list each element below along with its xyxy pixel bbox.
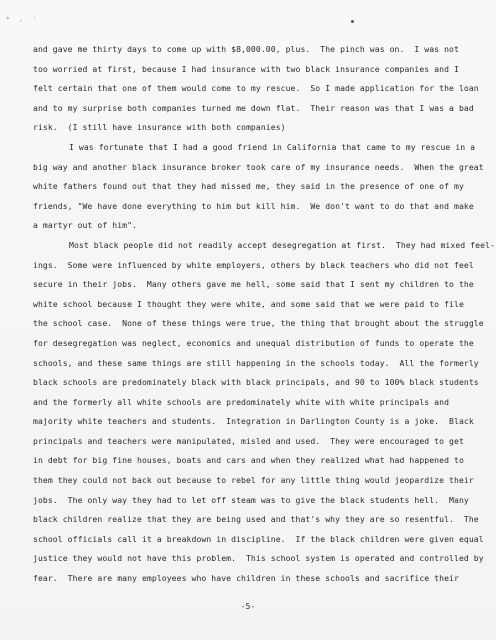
page-number: -5- xyxy=(240,601,256,611)
text-line: school officials call it a breakdown in discipline. If the black children were given equal xyxy=(33,533,484,544)
text-line: risk. (I still have insurance with both companies) xyxy=(33,122,286,133)
text-line: too worried at first, because I had insurance with two black insurance companies and I xyxy=(33,63,459,74)
text-line: black schools are predominately black with black principals, and 90 to 100% black students xyxy=(33,377,479,388)
text-line: principals and teachers were manipulated, misled and used. They were encouraged to get xyxy=(33,435,464,446)
text-line: the school case. None of these things were true, the thing that brought about the struggle xyxy=(33,318,484,329)
text-line: big way and another black insurance broker took care of my insurance needs. When the great xyxy=(33,161,484,172)
text-line: a martyr out of him". xyxy=(33,220,138,231)
ink-speck xyxy=(351,20,354,23)
text-line: fear. There are many employees who have children in these schools and sacrifice their xyxy=(33,573,459,584)
text-line: and to my surprise both companies turned me down flat. Their reason was that I was a bad xyxy=(33,102,474,113)
text-line: majority white teachers and students. Integration in Darlington County is a joke. Black xyxy=(33,416,474,427)
text-line: and gave me thirty days to come up with $8,000.00, plus. The pinch was on. I was not xyxy=(33,44,459,54)
text-line: jobs. The only way they had to let off steam was to give the black students hell. Many xyxy=(33,494,469,505)
text-line: friends, "We have done everything to him but kill him. We don't want to do that and make xyxy=(33,200,474,211)
text-line: I was fortunate that I had a good friend in California that came to my rescue in a xyxy=(69,141,476,152)
text-line: justice they would not have this problem. This school system is operated and controlled by xyxy=(33,553,484,564)
text-line: them they could not back out because to rebel for any little thing would jeopardize their xyxy=(33,475,474,486)
text-line: white fathers found out that they had missed me, they said in the presence of one of my xyxy=(33,181,464,192)
text-line: secure in their jobs. Many others gave me hell, some said that I sent my children to the xyxy=(33,279,474,290)
text-line: and the formerly all white schools are predominately white with white principals and xyxy=(33,396,450,407)
text-line: white school because I thought they were white, and some said that we were paid to file xyxy=(33,298,464,309)
text-line: Most black people did not readily accept desegregation at first. They had mixed feel- xyxy=(69,239,495,250)
text-line: felt certain that one of them would come to my rescue. So I made application for the loan xyxy=(33,83,479,94)
text-line: for desegregation was neglect, economics and unequal distribution of funds to operate the xyxy=(33,337,474,348)
margin-marks: * , ' xyxy=(6,16,40,23)
text-line: schools, and these same things are still happening in the schools today. All the formerly xyxy=(33,357,479,368)
document-body xyxy=(33,40,496,589)
text-line: in debt for big fine houses, boats and cars and when they realized what had happened to xyxy=(33,455,464,466)
text-line: black children realize that they are being used and that's why they are so resentful. The xyxy=(33,514,479,525)
text-line: ings. Some were influenced by white employers, others by black teachers who did not feel xyxy=(33,259,474,270)
